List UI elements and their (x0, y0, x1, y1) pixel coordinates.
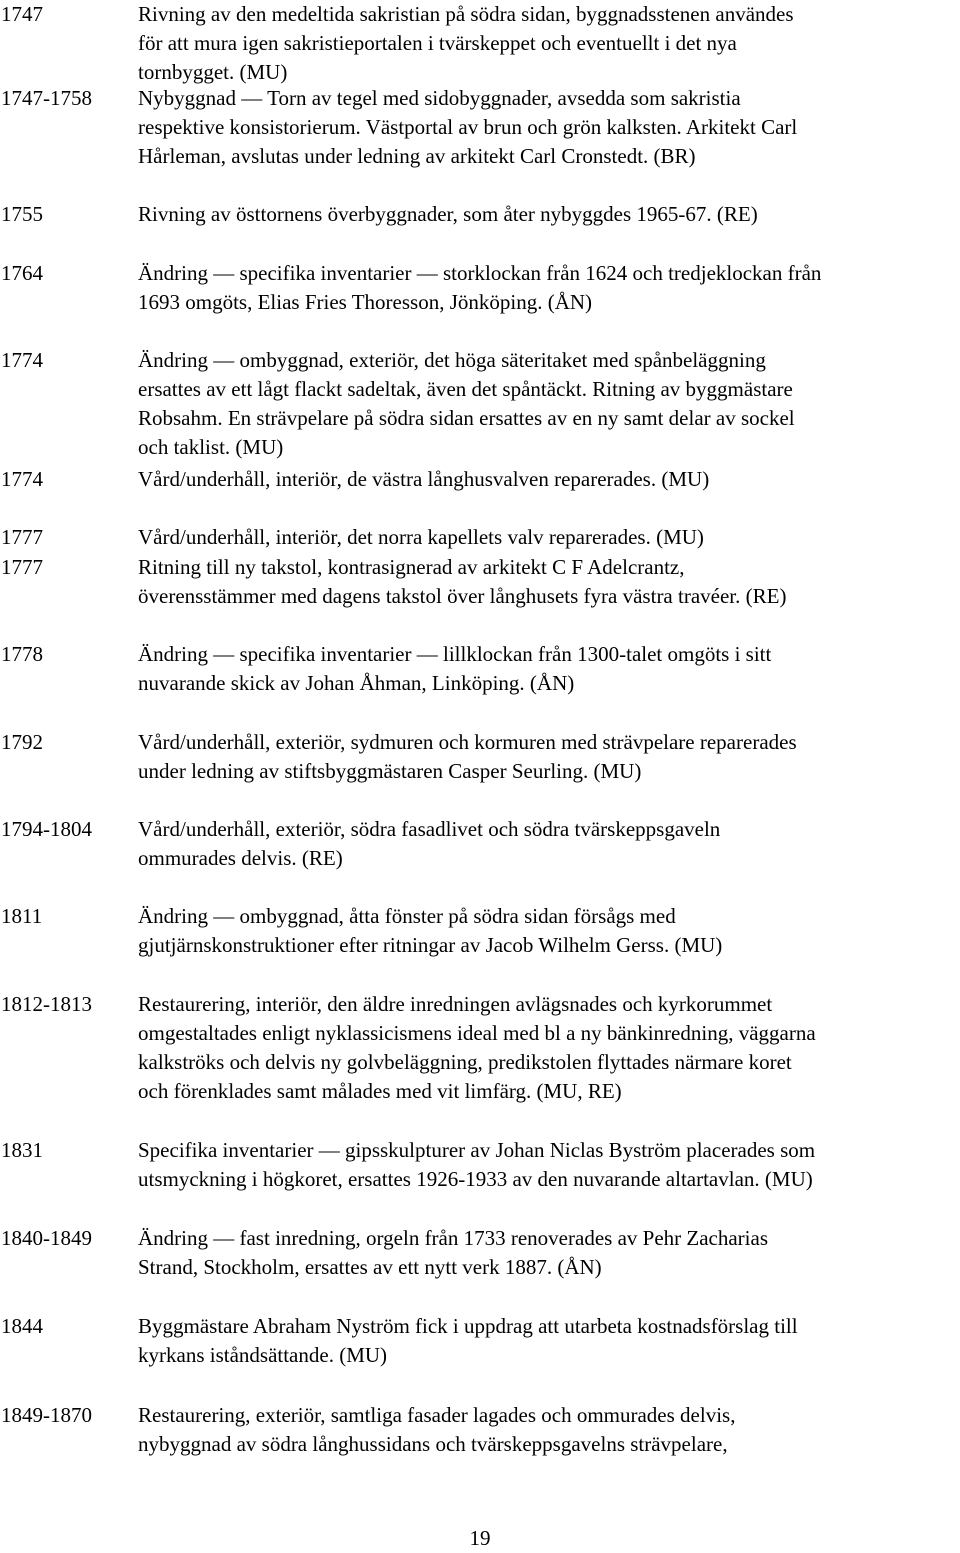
entry-text-line: Ändring — specifika inventarier — storklockan från 1624 och tredjeklockan från (138, 261, 822, 285)
entry-year: 1764 (1, 261, 43, 285)
entry-text-line: Restaurering, exteriör, samtliga fasader lagades och ommurades delvis, (138, 1403, 736, 1427)
entry-text (138, 902, 960, 960)
entry-text-line: Byggmästare Abraham Nyström fick i uppdrag att utarbeta kostnadsförslag till (138, 1314, 798, 1338)
entry-text-line: och förenklades samt målades med vit limfärg. (MU, RE) (138, 1079, 622, 1103)
entry-text (138, 1224, 960, 1282)
entry-text (138, 815, 960, 873)
entry-text-line: kalkströks och delvis ny golvbeläggning, predikstolen flyttades närmare koret (138, 1050, 792, 1074)
entry-text-line: kyrkans iståndsättande. (MU) (138, 1343, 388, 1367)
entry-year: 1831 (1, 1138, 43, 1162)
entry-text-line: ommurades delvis. (RE) (138, 846, 343, 870)
entry-text-line: för att mura igen sakristieportalen i tvärskeppet och eventuellt i det nya (138, 31, 737, 55)
entry-text-line: Specifika inventarier — gipsskulpturer av Johan Niclas Byström placerades som (138, 1138, 816, 1162)
entry-text-line: Ändring — ombyggnad, exteriör, det höga säteritaket med spånbeläggning (138, 348, 766, 372)
entry-text-line: Ändring — fast inredning, orgeln från 1733 renoverades av Pehr Zacharias (138, 1226, 768, 1250)
entry-text-line: Vård/underhåll, interiör, de västra långhusvalven reparerades. (MU) (138, 467, 710, 491)
entry-text (138, 728, 960, 786)
entry-text (138, 553, 960, 611)
entry-year: 1777 (1, 525, 43, 549)
entry-text-line: Rivning av den medeltida sakristian på södra sidan, byggnadsstenen användes (138, 2, 794, 26)
entry-text-line: Strand, Stockholm, ersattes av ett nytt verk 1887. (ÅN) (138, 1255, 602, 1279)
entry-text-line: Ändring — specifika inventarier — lillklockan från 1300-talet omgöts i sitt (138, 642, 772, 666)
entry-text-line: Restaurering, interiör, den äldre inredningen avlägsnades och kyrkorummet (138, 992, 773, 1016)
entry-text-line: Ritning till ny takstol, kontrasignerad av arkitekt C F Adelcrantz, (138, 555, 685, 579)
entry-year: 1844 (1, 1314, 43, 1338)
entry-year: 1811 (1, 904, 43, 928)
entry-text-line: Nybyggnad — Torn av tegel med sidobyggnader, avsedda som sakristia (138, 86, 741, 110)
entry-text (138, 523, 960, 552)
entry-text-line: ersattes av ett lågt flackt sadeltak, även det spåntäckt. Ritning av byggmästare (138, 377, 793, 401)
entry-year: 1794-1804 (1, 817, 92, 841)
entry-text-line: Ändring — ombyggnad, åtta fönster på södra sidan försågs med (138, 904, 676, 928)
entry-text-line: överensstämmer med dagens takstol över långhusets fyra västra travéer. (RE) (138, 584, 787, 608)
entry-text (138, 259, 960, 317)
entry-text-line: tornbygget. (MU) (138, 60, 288, 84)
entry-text-line: Vård/underhåll, interiör, det norra kapellets valv reparerades. (MU) (138, 525, 704, 549)
entry-text-line: Robsahm. En strävpelare på södra sidan ersattes av en ny samt delar av sockel (138, 406, 795, 430)
entry-text (138, 84, 960, 171)
entry-text-line: Vård/underhåll, exteriör, södra fasadlivet och södra tvärskeppsgaveln (138, 817, 721, 841)
entry-text (138, 0, 960, 87)
entry-text-line: 1693 omgöts, Elias Fries Thoresson, Jönköping. (ÅN) (138, 290, 593, 314)
entry-text-line: under ledning av stiftsbyggmästaren Casper Seurling. (MU) (138, 759, 642, 783)
entry-text (138, 465, 960, 494)
entry-year: 1747-1758 (1, 86, 92, 110)
page-number: 19 (469, 1526, 491, 1550)
entry-year: 1774 (1, 348, 43, 372)
entry-text (138, 1401, 960, 1459)
entry-text-line: gjutjärnskonstruktioner efter ritningar av Jacob Wilhelm Gerss. (MU) (138, 933, 723, 957)
entry-year: 1840-1849 (1, 1226, 92, 1250)
entry-text-line: utsmyckning i högkoret, ersattes 1926-1933 av den nuvarande altartavlan. (MU) (138, 1167, 813, 1191)
entry-text-line: nuvarande skick av Johan Åhman, Linköping. (ÅN) (138, 671, 575, 695)
entry-text-line: nybyggnad av södra långhussidans och tvärskeppsgavelns strävpelare, (138, 1432, 728, 1456)
entry-year: 1778 (1, 642, 43, 666)
entry-text (138, 1136, 960, 1194)
entry-year: 1777 (1, 555, 43, 579)
entry-text-line: och taklist. (MU) (138, 435, 284, 459)
entry-year: 1755 (1, 202, 43, 226)
entry-year: 1849-1870 (1, 1403, 92, 1427)
entry-year: 1792 (1, 730, 43, 754)
entry-year: 1774 (1, 467, 43, 491)
entry-text-line: Vård/underhåll, exteriör, sydmuren och kormuren med strävpelare reparerades (138, 730, 797, 754)
entry-text (138, 346, 960, 462)
entry-text (138, 1312, 960, 1370)
entry-year: 1812-1813 (1, 992, 92, 1016)
entry-text (138, 990, 960, 1106)
entry-text-line: Rivning av östtornens överbyggnader, som åter nybyggdes 1965-67. (RE) (138, 202, 758, 226)
entry-text-line: respektive konsistorierum. Västportal av brun och grön kalksten. Arkitekt Carl (138, 115, 798, 139)
entry-text-line: Hårleman, avslutas under ledning av arkitekt Carl Cronstedt. (BR) (138, 144, 696, 168)
entry-text-line: omgestaltades enligt nyklassicismens ideal med bl a ny bänkinredning, väggarna (138, 1021, 816, 1045)
entry-text (138, 200, 960, 229)
entry-year: 1747 (1, 2, 43, 26)
entry-text (138, 640, 960, 698)
